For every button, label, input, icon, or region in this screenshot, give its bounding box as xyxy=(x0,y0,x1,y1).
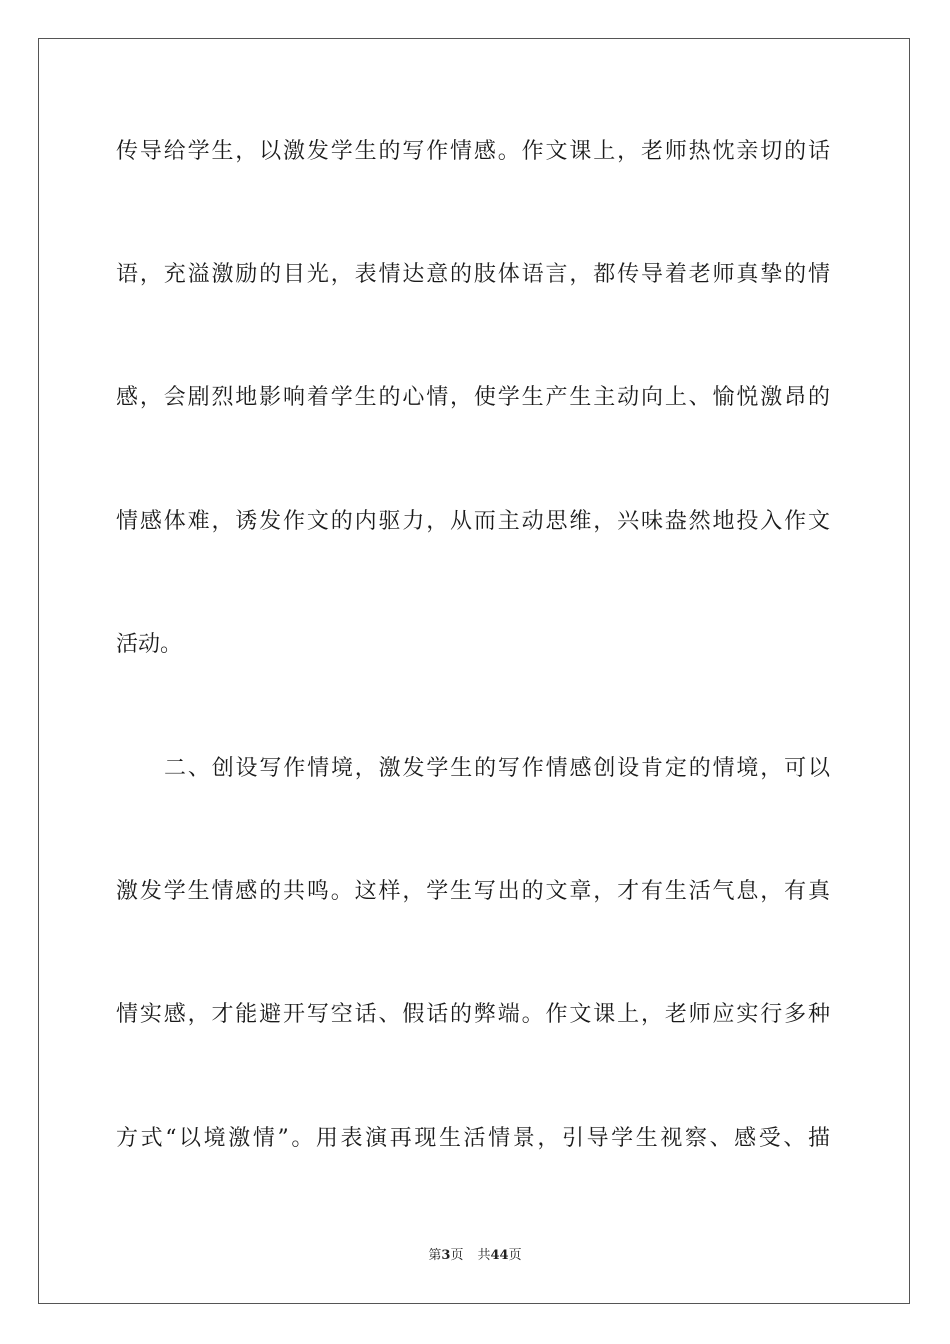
paragraph-line: 活动。 xyxy=(116,632,183,657)
paragraph-line: 情实感，才能避开写空话、假话的弊端。作文课上，老师应实行多种 xyxy=(116,1002,830,1027)
paragraph-line: 激发学生情感的共鸣。这样，学生写出的文章，才有生活气息，有真 xyxy=(116,879,830,904)
paragraph-line: 传导给学生，以激发学生的写作情感。作文课上，老师热忱亲切的话 xyxy=(116,139,830,164)
paragraph-line: 情感体难，诱发作文的内驱力，从而主动思维，兴味盎然地投入作文 xyxy=(116,509,830,534)
paragraph-line: 语，充溢激励的目光，表情达意的肢体语言，都传导着老师真挚的情 xyxy=(116,262,830,287)
total-suffix: 页 xyxy=(508,1248,522,1263)
page-frame xyxy=(38,38,910,1304)
page-current: 3 xyxy=(441,1248,451,1263)
page-footer xyxy=(0,1247,950,1265)
paragraph-line: 二、创设写作情境，激发学生的写作情感创设肯定的情境，可以 xyxy=(164,756,830,781)
page-total: 44 xyxy=(490,1248,509,1263)
page-prefix: 第 xyxy=(428,1248,442,1263)
paragraph-line: 方式“以境激情”。用表演再现生活情景，引导学生视察、感受、描 xyxy=(116,1126,830,1151)
page-suffix: 页 xyxy=(450,1248,464,1263)
paragraph-line: 感，会剧烈地影响着学生的心情，使学生产生主动向上、愉悦激昂的 xyxy=(116,385,830,410)
total-prefix: 共 xyxy=(477,1248,491,1263)
